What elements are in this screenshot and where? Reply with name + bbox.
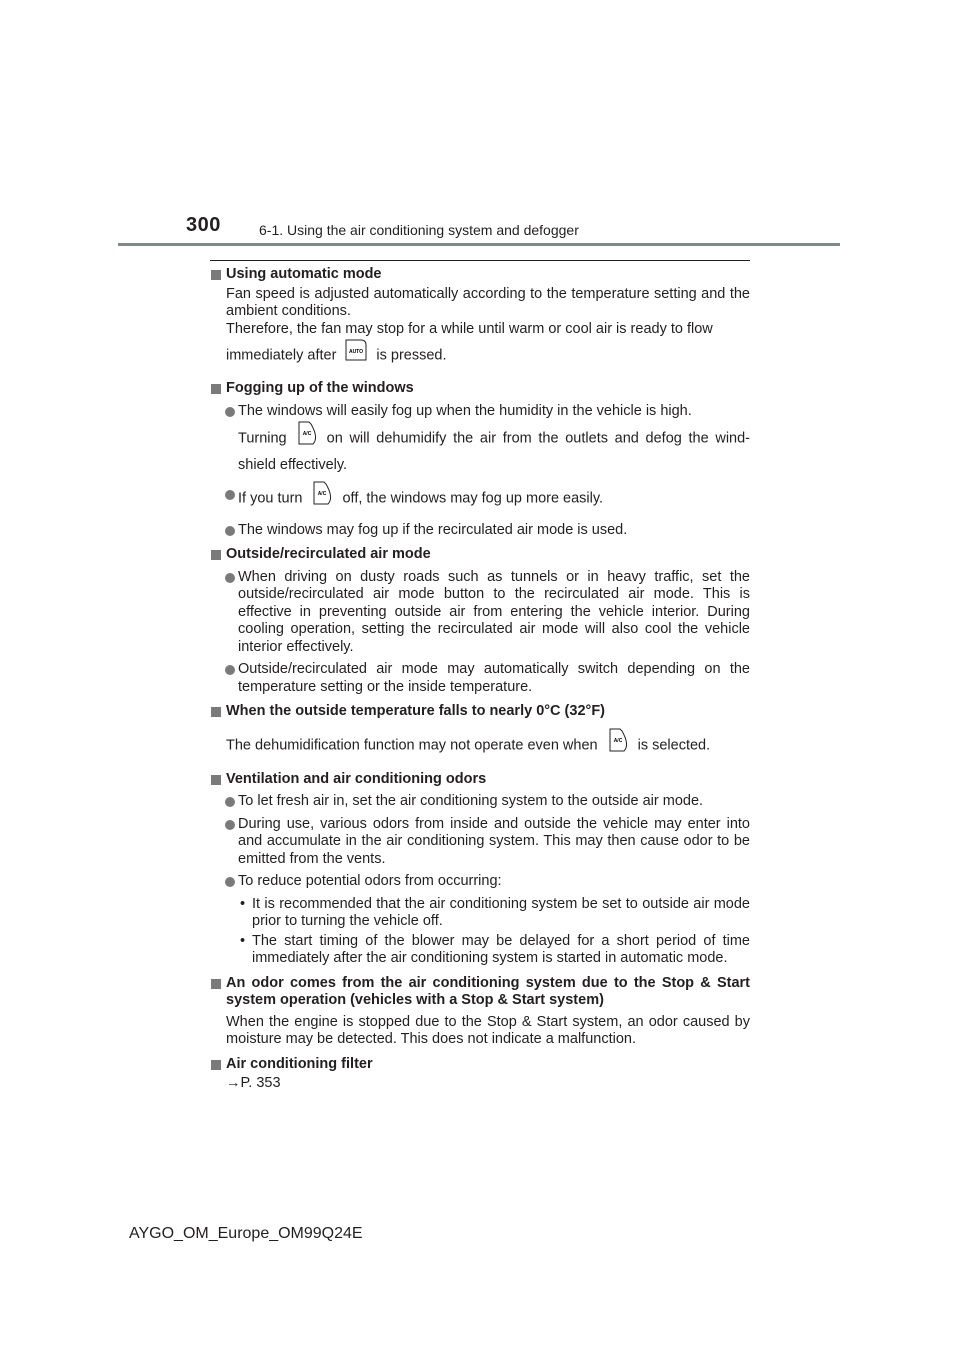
- sub-bullet-mark: •: [240, 932, 246, 949]
- page-number: 300: [186, 214, 221, 236]
- heading-outside-recirculated: Outside/recirculated air mode: [210, 546, 750, 564]
- heading-square-icon: [211, 1060, 221, 1070]
- bullet-dot-icon: [225, 877, 235, 887]
- ac-icon-label: A/C: [613, 737, 622, 744]
- document-id: AYGO_OM_Europe_OM99Q24E: [129, 1225, 363, 1242]
- heading-air-filter: Air conditioning filter: [210, 1056, 750, 1074]
- heading-square-icon: [211, 979, 221, 989]
- bullet-item: The windows will easily fog up when the humidity in the vehicle is high. Turning A/C on will dehumidify the air from the outlets and defog the wind- shield effectively.: [210, 403, 750, 475]
- header-divider: [118, 243, 840, 246]
- bullet-dot-icon: [225, 797, 235, 807]
- heading-stop-start-odor: An odor comes from the air conditioning system due to the Stop & Start system operation (vehicles with a Stop & Start system): [210, 975, 750, 1010]
- bullet-dot-icon: [225, 526, 235, 536]
- sub-list-item: • It is recommended that the air conditioning system be set to outside air mode prior to turning the vehicle off.: [240, 895, 750, 929]
- heading-square-icon: [211, 707, 221, 717]
- bullet-item: During use, various odors from inside and outside the vehicle may enter into and accumulate in the air conditioning system. This may then cause odor to be emitted from the vents.: [210, 816, 750, 869]
- paragraph: Fan speed is adjusted automatically according to the temperature setting and the ambient conditions. Therefore, the fan may stop for a while until warm or cool air is ready to flow immediately after AUTO is pressed.: [210, 286, 750, 374]
- heading-square-icon: [211, 270, 221, 280]
- heading-ventilation-odors: Ventilation and air conditioning odors: [210, 771, 750, 789]
- section-divider: [210, 260, 750, 261]
- bullet-item: If you turn A/C off, the windows may fog up more easily.: [210, 480, 750, 517]
- page-reference-link[interactable]: →P. 353: [226, 1075, 281, 1091]
- heading-square-icon: [211, 384, 221, 394]
- bullet-item: The windows may fog up if the recirculated air mode is used.: [210, 522, 750, 540]
- heading-fogging: Fogging up of the windows: [210, 380, 750, 398]
- bullet-item: To reduce potential odors from occurring:: [210, 873, 750, 891]
- bullet-dot-icon: [225, 407, 235, 417]
- ac-button-icon: [604, 727, 632, 764]
- paragraph: When the engine is stopped due to the Stop & Start system, an odor caused by moisture may be detected. This does not indicate a malfunction.: [226, 1013, 750, 1047]
- bullet-dot-icon: [225, 490, 235, 500]
- heading-outside-temperature: When the outside temperature falls to nearly 0°C (32°F): [210, 703, 750, 721]
- sub-bullet-mark: •: [240, 895, 246, 912]
- heading-automatic-mode: Using automatic mode: [210, 266, 750, 284]
- bullet-item: When driving on dusty roads such as tunnels or in heavy traffic, set the outside/recirculated air mode button to the recirculated air mode. This is effective in preventing outside air from entering the vehicle interior. During cooling operation, setting the recirculated air mode will also cool the vehicle interior effectively.: [210, 569, 750, 657]
- section-title: 6-1. Using the air conditioning system and defogger: [259, 222, 579, 238]
- sub-list-item: • The start timing of the blower may be delayed for a short period of time immediately after the air conditioning system is started in automatic mode.: [240, 932, 750, 966]
- auto-icon-label: AUTO: [349, 349, 364, 355]
- bullet-dot-icon: [225, 573, 235, 583]
- ac-icon-label: A/C: [318, 490, 327, 497]
- heading-square-icon: [211, 775, 221, 785]
- bullet-item: To let fresh air in, set the air conditioning system to the outside air mode.: [210, 793, 750, 811]
- bullet-item: Outside/recirculated air mode may automatically switch depending on the temperature setting or the inside temperature.: [210, 661, 750, 696]
- bullet-dot-icon: [225, 665, 235, 675]
- auto-button-icon: [342, 338, 370, 373]
- paragraph: The dehumidification function may not operate even when A/C is selected.: [210, 727, 750, 764]
- heading-square-icon: [211, 550, 221, 560]
- bullet-dot-icon: [225, 820, 235, 830]
- ac-button-icon: [293, 420, 321, 457]
- ac-icon-label: A/C: [302, 431, 311, 437]
- ac-button-icon: [308, 480, 336, 517]
- page-content: [210, 266, 750, 1093]
